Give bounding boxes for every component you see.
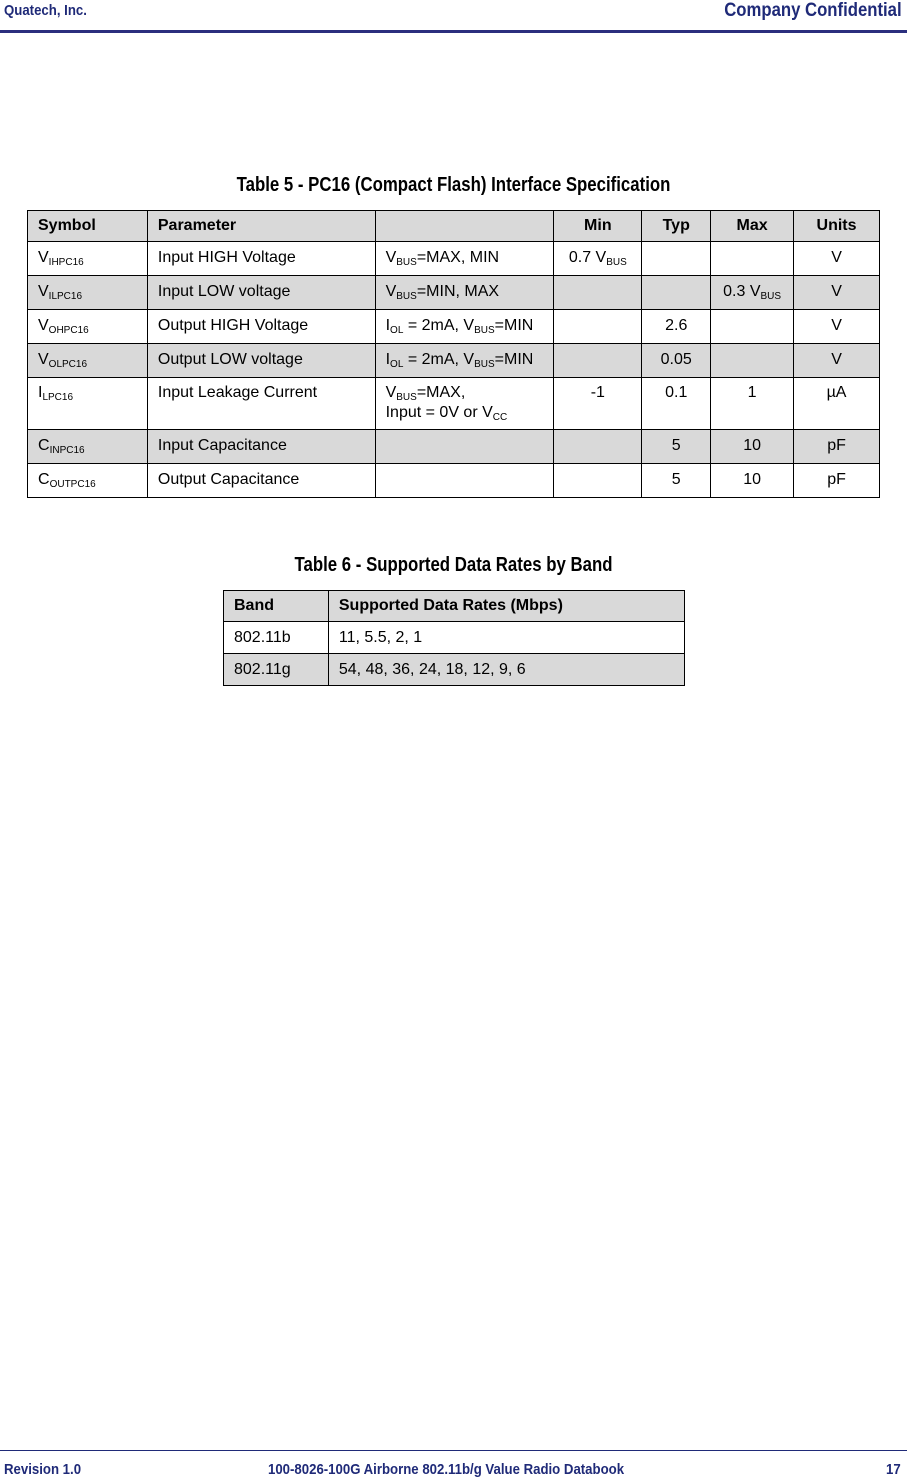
table-row bbox=[28, 430, 880, 464]
units-cell: V bbox=[794, 276, 880, 310]
units-cell: pF bbox=[794, 464, 880, 498]
symbol-cell bbox=[28, 378, 148, 430]
cell-text: 1 bbox=[747, 384, 757, 401]
subscript: BUS bbox=[396, 291, 417, 302]
cell-text: =MAX, bbox=[416, 384, 466, 401]
cell-text: =MIN bbox=[494, 317, 534, 334]
col-header: Typ bbox=[642, 211, 711, 242]
cell-text: =MAX, MIN bbox=[416, 249, 500, 266]
table-header-row bbox=[28, 211, 880, 242]
typ-cell: 0.05 bbox=[642, 344, 711, 378]
symbol-cell bbox=[28, 430, 148, 464]
min-cell bbox=[554, 276, 642, 310]
subscript: LPC16 bbox=[42, 392, 74, 403]
min-cell bbox=[554, 344, 642, 378]
table-row bbox=[28, 344, 880, 378]
typ-cell bbox=[642, 242, 711, 276]
interface-spec-table bbox=[27, 210, 880, 498]
max-cell bbox=[711, 242, 794, 276]
cell-text: =MIN, MAX bbox=[416, 283, 500, 300]
subscript: OHPC16 bbox=[48, 325, 89, 336]
document-title: 100-8026-100G Airborne 802.11b/g Value Radio Databook bbox=[268, 1461, 625, 1478]
condition-cell bbox=[375, 310, 554, 344]
max-cell bbox=[711, 310, 794, 344]
subscript: BUS bbox=[760, 291, 782, 302]
col-header: Units bbox=[794, 211, 880, 242]
col-header: Symbol bbox=[28, 211, 148, 242]
table6-caption: Table 6 - Supported Data Rates by Band bbox=[294, 554, 613, 576]
table-row bbox=[28, 378, 880, 430]
subscript: OL bbox=[390, 359, 404, 370]
table-row bbox=[224, 622, 685, 654]
table-row bbox=[28, 276, 880, 310]
symbol: V bbox=[38, 317, 49, 334]
cell-text: 0.7 V bbox=[568, 249, 607, 266]
condition-cell bbox=[375, 276, 554, 310]
condition-cell bbox=[375, 344, 554, 378]
condition-cell bbox=[375, 378, 554, 430]
table-row bbox=[28, 464, 880, 498]
table-header-row bbox=[224, 591, 685, 622]
symbol: C bbox=[38, 437, 50, 454]
cell-text: Input = 0V or V bbox=[385, 404, 493, 421]
cell-text: = 2mA, V bbox=[403, 317, 475, 334]
units-cell: V bbox=[794, 344, 880, 378]
parameter-cell: Output HIGH Voltage bbox=[147, 310, 375, 344]
table-row bbox=[224, 654, 685, 686]
max-cell bbox=[711, 276, 794, 310]
cell-text: V bbox=[385, 249, 397, 266]
typ-cell: 5 bbox=[642, 464, 711, 498]
symbol: V bbox=[38, 249, 49, 266]
cell-text: I bbox=[385, 317, 391, 334]
col-header: Max bbox=[711, 211, 794, 242]
table5-caption: Table 5 - PC16 (Compact Flash) Interface Specification bbox=[236, 174, 671, 196]
subscript: BUS bbox=[396, 392, 417, 403]
parameter-cell: Input Capacitance bbox=[147, 430, 375, 464]
data-rates-table bbox=[223, 590, 685, 686]
min-cell bbox=[554, 242, 642, 276]
col-header bbox=[375, 211, 554, 242]
subscript: INPC16 bbox=[49, 445, 85, 456]
symbol: V bbox=[38, 351, 49, 368]
condition-cell bbox=[375, 242, 554, 276]
min-cell bbox=[554, 464, 642, 498]
min-cell bbox=[554, 310, 642, 344]
subscript: BUS bbox=[474, 325, 495, 336]
parameter-cell: Input LOW voltage bbox=[147, 276, 375, 310]
cell-text: = 2mA, V bbox=[403, 351, 475, 368]
band-cell: 802.11b bbox=[224, 622, 329, 654]
cell-text: 10 bbox=[743, 437, 761, 454]
max-cell bbox=[711, 430, 794, 464]
max-cell bbox=[711, 464, 794, 498]
units-cell: pF bbox=[794, 430, 880, 464]
parameter-cell: Output Capacitance bbox=[147, 464, 375, 498]
subscript: OLPC16 bbox=[48, 359, 88, 370]
cell-text: V bbox=[385, 283, 397, 300]
subscript: ILPC16 bbox=[48, 291, 83, 302]
col-header: Band bbox=[224, 591, 329, 622]
cell-text: -1 bbox=[590, 384, 605, 401]
symbol: C bbox=[38, 471, 50, 488]
typ-cell: 2.6 bbox=[642, 310, 711, 344]
rates-cell: 11, 5.5, 2, 1 bbox=[328, 622, 684, 654]
typ-cell: 0.1 bbox=[642, 378, 711, 430]
page-footer bbox=[0, 1450, 907, 1484]
units-cell: µA bbox=[794, 378, 880, 430]
table-row bbox=[28, 242, 880, 276]
col-header: Min bbox=[554, 211, 642, 242]
min-cell bbox=[554, 378, 642, 430]
subscript: IHPC16 bbox=[48, 257, 84, 268]
company-name: Quatech, Inc. bbox=[4, 2, 87, 19]
max-cell bbox=[711, 344, 794, 378]
col-header: Supported Data Rates (Mbps) bbox=[328, 591, 684, 622]
subscript: CC bbox=[492, 412, 508, 423]
revision-label: Revision 1.0 bbox=[4, 1461, 82, 1478]
cell-text: =MIN bbox=[494, 351, 534, 368]
parameter-cell: Output LOW voltage bbox=[147, 344, 375, 378]
band-cell: 802.11g bbox=[224, 654, 329, 686]
subscript: BUS bbox=[606, 257, 627, 268]
typ-cell: 5 bbox=[642, 430, 711, 464]
page-header bbox=[0, 0, 907, 33]
subscript: BUS bbox=[474, 359, 495, 370]
max-cell bbox=[711, 378, 794, 430]
symbol-cell bbox=[28, 344, 148, 378]
units-cell: V bbox=[794, 242, 880, 276]
symbol: I bbox=[38, 384, 43, 401]
page-number: 17 bbox=[886, 1461, 901, 1478]
rates-cell: 54, 48, 36, 24, 18, 12, 9, 6 bbox=[328, 654, 684, 686]
symbol-cell bbox=[28, 276, 148, 310]
subscript: OUTPC16 bbox=[49, 479, 96, 490]
symbol-cell bbox=[28, 242, 148, 276]
subscript: OL bbox=[390, 325, 404, 336]
cell-text: I bbox=[385, 351, 391, 368]
units-cell: V bbox=[794, 310, 880, 344]
typ-cell bbox=[642, 276, 711, 310]
col-header: Parameter bbox=[147, 211, 375, 242]
parameter-cell: Input Leakage Current bbox=[147, 378, 375, 430]
symbol: V bbox=[38, 283, 49, 300]
condition-cell bbox=[375, 464, 554, 498]
symbol-cell bbox=[28, 464, 148, 498]
cell-text: 0.3 V bbox=[723, 283, 761, 300]
cell-text: V bbox=[385, 384, 397, 401]
min-cell bbox=[554, 430, 642, 464]
symbol-cell bbox=[28, 310, 148, 344]
cell-text: 10 bbox=[743, 471, 761, 488]
parameter-cell: Input HIGH Voltage bbox=[147, 242, 375, 276]
confidential-label: Company Confidential bbox=[724, 0, 902, 21]
condition-cell bbox=[375, 430, 554, 464]
subscript: BUS bbox=[396, 257, 417, 268]
table-row bbox=[28, 310, 880, 344]
